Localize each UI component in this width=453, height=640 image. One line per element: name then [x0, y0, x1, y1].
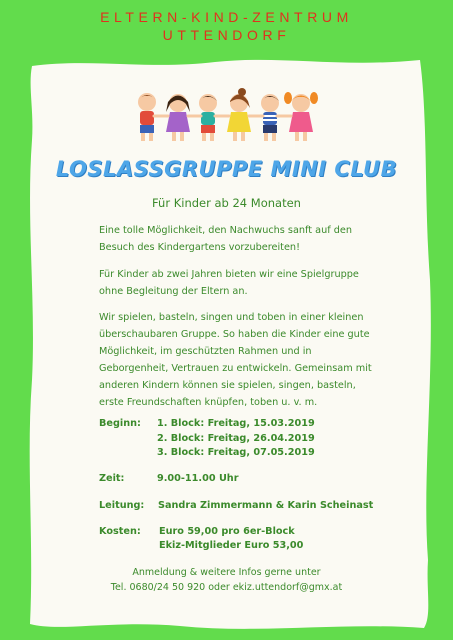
- child-figure: [261, 94, 279, 141]
- intro-paragraph: Eine tolle Möglichkeit, den Nachwuchs sanft auf den Besuch des Kindergartens vorzubereiten!: [99, 225, 352, 253]
- description-paragraph: Wir spielen, basteln, singen und toben in einer kleinen überschaubaren Gruppe. So haben die Kinder eine gute Möglichkeit, im geschützten Rahmen und in Geborgenheit, Vertrauen zu entwickeln. Gemeinsam mit anderen Kindern können sie spielen, singen, basteln, erste Freundschaften knüpfen, toben u. v. m.: [99, 312, 372, 408]
- offer-paragraph: Für Kinder ab zwei Jahren bieten wir eine Spielgruppe ohne Begleitung der Eltern an.: [99, 269, 359, 297]
- zeit-value: 9.00-11.00 Uhr: [157, 473, 239, 484]
- organization-name-line2: UTTENDORF: [162, 27, 291, 43]
- leitung-value: Sandra Zimmermann & Karin Scheinast: [158, 500, 374, 511]
- kosten-label: Kosten:: [99, 526, 141, 537]
- contact-line-2: Tel. 0680/24 50 920 oder ekiz.uttendorf@gmx.at: [110, 582, 343, 593]
- beginn-block-2: 2. Block: Freitag, 26.04.2019: [157, 433, 315, 444]
- beginn-block-1: 1. Block: Freitag, 15.03.2019: [157, 418, 315, 429]
- child-figure: [199, 94, 217, 141]
- kosten-line-1: Euro 59,00 pro 6er-Block: [159, 526, 295, 537]
- zeit-label: Zeit:: [99, 473, 125, 484]
- page-title: LOSLASSGRUPPE MINI CLUB: [55, 157, 398, 181]
- children-holding-hands-illustration: [130, 88, 320, 148]
- leitung-label: Leitung:: [99, 500, 145, 511]
- subtitle: Für Kinder ab 24 Monaten: [152, 196, 301, 210]
- child-figure: [166, 94, 190, 141]
- kosten-line-2: Ekiz-Mitglieder Euro 53,00: [159, 540, 304, 551]
- child-figure: [227, 88, 251, 141]
- beginn-block-3: 3. Block: Freitag, 07.05.2019: [157, 447, 315, 458]
- beginn-label: Beginn:: [99, 418, 141, 429]
- organization-name-line1: ELTERN-KIND-ZENTRUM: [100, 9, 353, 25]
- contact-line-1: Anmeldung & weitere Infos gerne unter: [132, 567, 321, 578]
